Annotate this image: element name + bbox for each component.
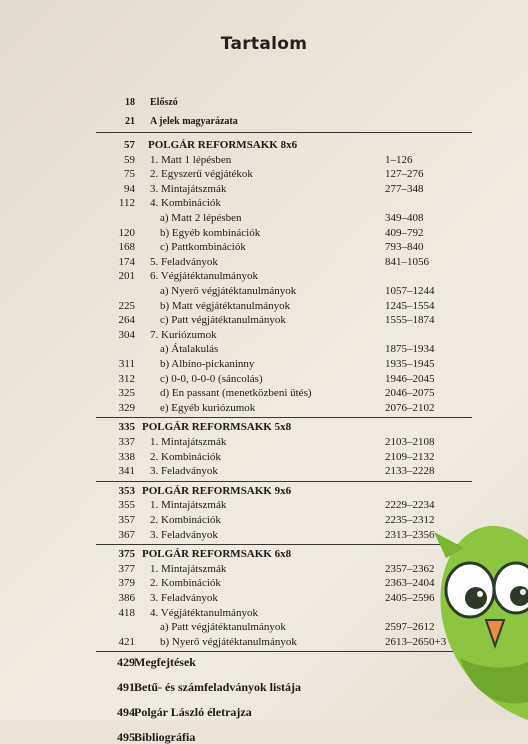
toc-entry	[0, 328, 528, 342]
toc-page-number: 357	[118, 514, 135, 526]
section-divider	[96, 651, 472, 652]
toc-page-number: 386	[118, 592, 135, 604]
toc-page-number: 377	[118, 562, 135, 575]
toc-exercise-range: 841–1056	[385, 255, 429, 268]
toc-entry-title: 1. Mintajátszmák	[150, 436, 227, 448]
toc-entry-title: Megfejtések	[134, 655, 196, 670]
toc-entry-title: Betű- és számfeladványok listája	[134, 680, 301, 695]
toc-exercise-range: 2229–2234	[385, 499, 435, 512]
toc-entry	[0, 420, 528, 434]
toc-page-number: 329	[118, 401, 135, 414]
toc-page-number: 21	[125, 116, 135, 127]
toc-entry-title: 4. Kombinációk	[150, 197, 221, 210]
toc-entry	[0, 342, 528, 356]
toc-entry-title: a) Átalakulás	[160, 343, 219, 356]
toc-entry-title: 3. Mintajátszmák	[150, 182, 227, 195]
toc-exercise-range: 2076–2102	[385, 401, 435, 414]
toc-entry-title: e) Egyéb kuriózumok	[160, 401, 256, 414]
toc-entry-title: 5. Feladványok	[150, 255, 218, 268]
toc-entry-title: POLGÁR REFORMSAKK 6x8	[142, 548, 292, 561]
toc-page-number: 18	[125, 97, 135, 108]
toc-entry	[0, 401, 528, 415]
toc-page-number: 57	[124, 139, 135, 151]
owl-watermark-icon	[432, 470, 528, 720]
toc-page-number: 421	[118, 635, 135, 648]
toc-entry-title: b) Albíno-pickaninny	[160, 358, 255, 370]
toc-exercise-range: 349–408	[385, 212, 424, 224]
toc-entry-title: d) En passant (menetközbeni ütés)	[160, 387, 312, 400]
toc-entry	[0, 115, 528, 129]
toc-entry	[0, 284, 528, 298]
toc-exercise-range: 1057–1244	[385, 285, 435, 297]
toc-exercise-range: 2597–2612	[385, 621, 435, 634]
toc-entry	[0, 372, 528, 386]
toc-exercise-range: 1875–1934	[385, 343, 435, 356]
toc-page-number: 311	[118, 358, 135, 370]
toc-exercise-range: 2313–2356	[385, 528, 435, 541]
toc-page-number: 375	[118, 548, 135, 561]
toc-exercise-range: 127–276	[385, 168, 424, 181]
toc-page-number: 325	[118, 387, 135, 400]
toc-entry-title: 1. Matt 1 lépésben	[150, 153, 232, 166]
toc-entry	[0, 269, 528, 283]
toc-entry-title: 2. Kombinációk	[150, 577, 221, 590]
toc-entry-title: Előszó	[150, 97, 178, 108]
toc-page-number: 337	[118, 436, 135, 448]
toc-exercise-range: 2405–2596	[385, 592, 435, 604]
toc-exercise-range: 1245–1554	[385, 299, 435, 312]
toc-entry	[0, 226, 528, 240]
section-divider	[96, 132, 472, 133]
toc-page-number: 120	[118, 226, 135, 239]
toc-entry	[0, 450, 528, 464]
toc-exercise-range: 793–840	[385, 241, 424, 254]
toc-entry-title: c) 0-0, 0-0-0 (sáncolás)	[160, 372, 263, 385]
toc-exercise-range: 2046–2075	[385, 387, 435, 400]
toc-page-number: 335	[118, 421, 135, 434]
toc-entry-title: 3. Feladványok	[150, 465, 218, 478]
toc-entry	[0, 196, 528, 210]
toc-page-number: 341	[118, 465, 135, 478]
toc-exercise-range: 2133–2228	[385, 465, 435, 478]
toc-entry	[0, 255, 528, 269]
toc-entry	[0, 182, 528, 196]
toc-entry-title: 3. Feladványok	[150, 528, 218, 541]
toc-page-number: 59	[124, 153, 135, 166]
toc-page-number: 418	[118, 606, 135, 619]
toc-page-number: 264	[118, 314, 135, 327]
toc-entry-title: POLGÁR REFORMSAKK 9x6	[142, 484, 292, 497]
toc-exercise-range: 277–348	[385, 182, 424, 195]
toc-page-number: 75	[124, 168, 135, 181]
toc-entry-title: 7. Kuriózumok	[150, 328, 217, 341]
toc-entry	[0, 730, 528, 744]
toc-exercise-range: 2357–2362	[385, 562, 435, 575]
toc-page-number: 491	[117, 680, 135, 695]
toc-entry	[0, 96, 528, 110]
toc-entry-title: 2. Kombinációk	[150, 514, 221, 526]
toc-entry	[0, 299, 528, 313]
toc-entry-title: c) Patt végjátéktanulmányok	[160, 314, 286, 327]
toc-entry	[0, 313, 528, 327]
toc-entry	[0, 386, 528, 400]
toc-entry-title: a) Patt végjátéktanulmányok	[160, 621, 286, 634]
toc-entry	[0, 167, 528, 181]
toc-exercise-range: 409–792	[385, 226, 424, 239]
section-divider	[96, 481, 472, 482]
toc-entry-title: POLGÁR REFORMSAKK 8x6	[148, 139, 298, 151]
toc-page-number: 201	[118, 270, 135, 283]
toc-page-number: 429	[117, 655, 135, 670]
toc-page-number: 304	[118, 328, 135, 341]
toc-exercise-range: 1–126	[385, 153, 413, 166]
toc-entry-title: 2. Kombinációk	[150, 450, 221, 463]
toc-page-number: 94	[124, 182, 135, 195]
toc-entry-title: A jelek magyarázata	[150, 116, 238, 127]
toc-entry-title: 3. Feladványok	[150, 592, 218, 604]
toc-page-number: 312	[118, 372, 135, 385]
toc-exercise-range: 2235–2312	[385, 514, 435, 526]
toc-entry	[0, 153, 528, 167]
toc-page-number: 353	[118, 484, 135, 497]
toc-page-number: 225	[118, 299, 135, 312]
toc-exercise-range: 2103–2108	[385, 436, 435, 448]
toc-entry-title: Polgár László életrajza	[134, 705, 252, 720]
toc-entry	[0, 211, 528, 225]
toc-exercise-range: 2613–2650+3	[385, 635, 447, 648]
toc-exercise-range: 2109–2132	[385, 450, 435, 463]
toc-entry-title: a) Matt 2 lépésben	[160, 212, 242, 224]
toc-entry-title: 6. Végjátéktanulmányok	[150, 270, 258, 283]
toc-page-number: 367	[118, 528, 135, 541]
toc-entry-title: a) Nyerő végjátéktanulmányok	[160, 285, 297, 297]
toc-page-number: 379	[118, 577, 135, 590]
toc-exercise-range: 1946–2045	[385, 372, 435, 385]
toc-exercise-range: 1935–1945	[385, 358, 435, 370]
toc-entry-title: 1. Mintajátszmák	[150, 499, 227, 512]
toc-entry	[0, 435, 528, 449]
toc-page-number: 174	[118, 255, 135, 268]
toc-entry	[0, 138, 528, 152]
toc-exercise-range: 1555–1874	[385, 314, 435, 327]
section-divider	[96, 417, 472, 418]
toc-entry-title: POLGÁR REFORMSAKK 5x8	[142, 421, 292, 434]
toc-entry-title: 2. Egyszerű végjátékok	[150, 168, 253, 181]
toc-page-number: 168	[118, 241, 135, 254]
toc-page-number: 494	[117, 705, 135, 720]
toc-entry-title: 1. Mintajátszmák	[150, 562, 227, 575]
section-divider	[96, 544, 472, 545]
page-title: Tartalom	[220, 34, 308, 54]
toc-entry-title: c) Pattkombinációk	[160, 241, 246, 254]
toc-exercise-range: 2363–2404	[385, 577, 435, 590]
toc-page-number: 338	[118, 450, 135, 463]
toc-entry-title: b) Nyerő végjátéktanulmányok	[160, 635, 297, 648]
toc-entry-title: Bibliográfia	[134, 730, 196, 744]
toc-page-number: 112	[118, 197, 135, 210]
toc-entry-title: b) Matt végjátéktanulmányok	[160, 299, 291, 312]
toc-page-number: 495	[117, 730, 135, 744]
toc-page-number: 355	[118, 499, 135, 512]
toc-entry	[0, 357, 528, 371]
toc-entry	[0, 240, 528, 254]
toc-entry-title: 4. Végjátéktanulmányok	[150, 606, 258, 619]
toc-entry-title: b) Egyéb kombinációk	[160, 226, 261, 239]
